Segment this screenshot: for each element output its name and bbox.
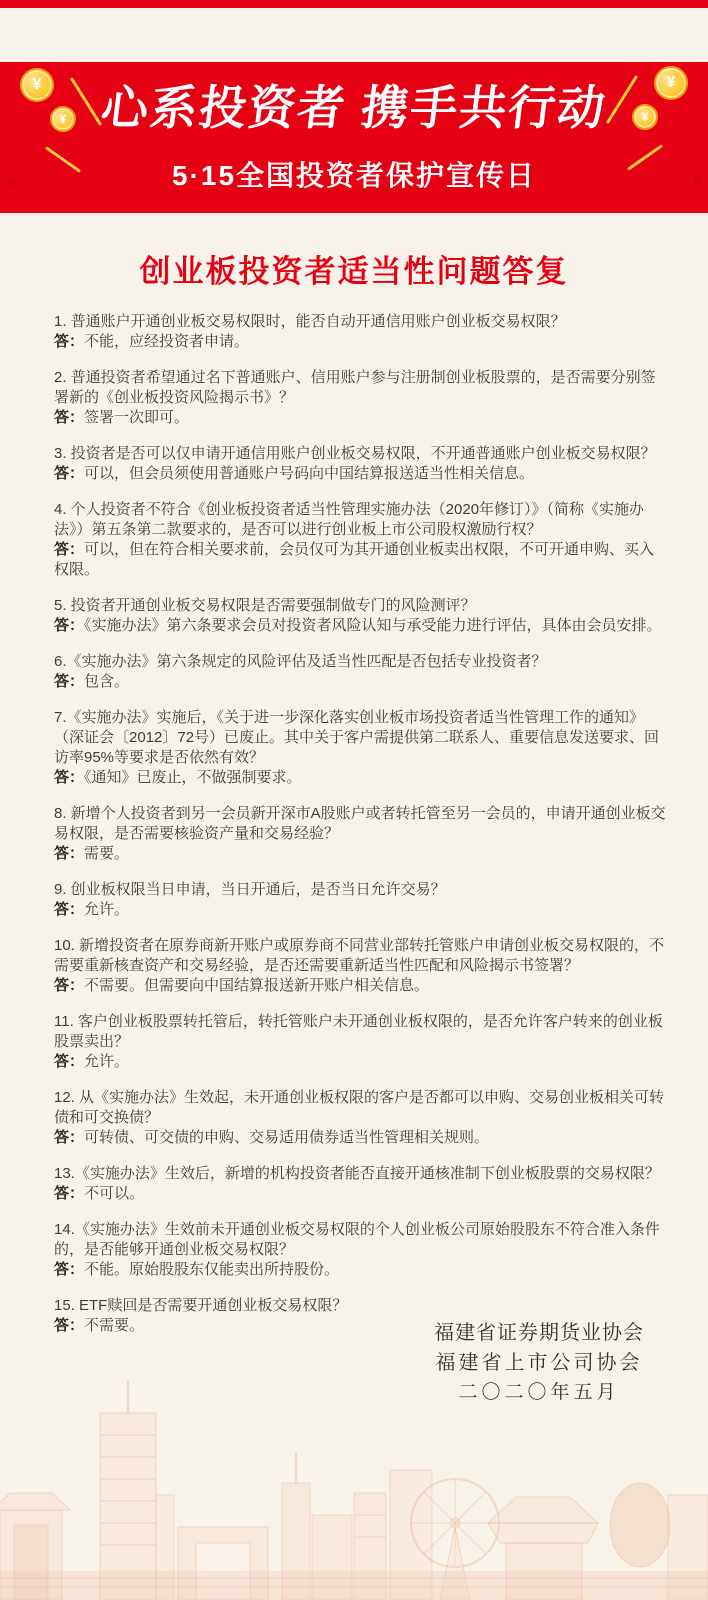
- qa-item: [54, 444, 666, 484]
- banner-subtitle: 5·15全国投资者保护宣传日: [171, 160, 537, 191]
- answer-label: 答：: [54, 769, 85, 786]
- answer-label: 答：: [54, 617, 85, 634]
- qa-item: [54, 652, 666, 692]
- question-text: 8. 新增个人投资者到另一会员新开深市A股账户或者转托管至另一会员的，申请开通创业板交易权限，是否需要核验资产量和交易经验？: [54, 805, 666, 842]
- qa-item: [54, 1164, 666, 1204]
- question-text: 14.《实施办法》生效前未开通创业板交易权限的个人创业板公司原始股股东不符合准入条件的，是否能够开通创业板交易权限？: [54, 1221, 660, 1258]
- answer-text: 不能，应经投资者申请。: [84, 333, 250, 350]
- question-text: 1. 普通账户开通创业板交易权限时，能否自动开通信用账户创业板交易权限？: [54, 313, 566, 330]
- question-text: 13.《实施办法》生效后，新增的机构投资者能否直接开通核准制下创业板股票的交易权限？: [54, 1165, 660, 1182]
- answer-text: 不需要。: [84, 1317, 145, 1334]
- question-text: 12. 从《实施办法》生效起，未开通创业板权限的客户是否都可以申购、交易创业板相关可转债和可交换债？: [54, 1089, 665, 1126]
- banner-title: 心系投资者 携手共行动: [98, 81, 610, 134]
- page-title: 创业板投资者适当性问题答复: [139, 254, 569, 289]
- answer-text: 不需要。但需要向中国结算报送新开账户相关信息。: [84, 977, 430, 994]
- footer-signature: [414, 1318, 664, 1408]
- question-text: 10. 新增投资者在原券商新开账户或原券商不同营业部转托管账户申请创业板交易权限的，不需要重新核查资产和交易经验，是否还需要重新适当性匹配和风险揭示书签署？: [54, 937, 665, 974]
- answer-label: 答：: [54, 977, 85, 994]
- answer-text: 不可以。: [84, 1185, 145, 1202]
- answer-label: 答：: [54, 465, 85, 482]
- qa-item: [54, 1012, 666, 1072]
- city-skyline-illustration: [0, 1375, 708, 1600]
- question-text: 5. 投资者开通创业板交易权限是否需要强制做专门的风险测评？: [54, 597, 476, 614]
- qa-item: [54, 708, 666, 788]
- answer-text: 不能。原始股股东仅能卖出所持股份。: [84, 1261, 340, 1278]
- question-text: 4. 个人投资者不符合《创业板投资者适当性管理实施办法（2020年修订）》（简称《实施办法》）第五条第二款要求的，是否可以进行创业板上市公司股权激励行权？: [54, 501, 645, 538]
- answer-text: 可以，但会员须使用普通账户号码向中国结算报送适当性相关信息。: [84, 465, 535, 482]
- answer-label: 答：: [54, 1317, 85, 1334]
- answer-text: 《通知》已废止，不做强制要求。: [84, 769, 302, 786]
- answer-label: 答：: [54, 333, 85, 350]
- answer-text: 可以，但在符合相关要求前，会员仅可为其开通创业板卖出权限，不可开通申购、买入权限。: [54, 541, 655, 578]
- question-text: 15. ETF赎回是否需要开通创业板交易权限？: [54, 1297, 348, 1314]
- answer-label: 答：: [54, 1053, 85, 1070]
- question-text: 11. 客户创业板股票转托管后，转托管账户未开通创业板权限的，是否允许客户转来的创业板股票卖出？: [54, 1013, 663, 1050]
- coin-icon: ¥: [654, 66, 688, 100]
- coin-icon: ¥: [50, 106, 76, 132]
- banner: [0, 62, 708, 213]
- question-text: 7.《实施办法》实施后，《关于进一步深化落实创业板市场投资者适当性管理工作的通知》（深证会〔2012〕72号）已废止。其中关于客户需提供第二联系人、重要信息发送要求、回访率95%等要求是否依然有效？: [54, 709, 660, 766]
- qa-item: [54, 500, 666, 580]
- qa-item: [54, 1088, 666, 1148]
- answer-text: 允许。: [84, 1053, 130, 1070]
- top-red-strip: [0, 0, 708, 8]
- answer-label: 答：: [54, 1261, 85, 1278]
- answer-text: 签署一次即可。: [84, 409, 190, 426]
- question-text: 3. 投资者是否可以仅申请开通信用账户创业板交易权限，不开通普通账户创业板交易权限？: [54, 445, 656, 462]
- qa-item: [54, 1220, 666, 1280]
- question-text: 6.《实施办法》第六条规定的风险评估及适当性匹配是否包括专业投资者？: [54, 653, 547, 670]
- answer-label: 答：: [54, 1129, 85, 1146]
- answer-text: 包含。: [84, 673, 130, 690]
- question-text: 9. 创业板权限当日申请，当日开通后，是否当日允许交易？: [54, 881, 446, 898]
- coin-icon: ¥: [20, 68, 54, 102]
- qa-item: [54, 936, 666, 996]
- qa-item: [54, 880, 666, 920]
- answer-text: 可转债、可交债的申购、交易适用债券适当性管理相关规则。: [84, 1129, 490, 1146]
- answer-text: 《实施办法》第六条要求会员对投资者风险认知与承受能力进行评估，具体由会员安排。: [84, 617, 662, 634]
- footer-org-2: 福建省上市公司协会: [435, 1352, 643, 1374]
- qa-item: [54, 596, 666, 636]
- answer-text: 需要。: [84, 845, 130, 862]
- answer-label: 答：: [54, 541, 85, 558]
- coin-icon: ¥: [632, 104, 658, 130]
- answer-label: 答：: [54, 673, 85, 690]
- footer-date: 二〇二〇年五月: [458, 1382, 620, 1403]
- answer-text: 允许。: [84, 901, 130, 918]
- qa-item: [54, 368, 666, 428]
- answer-label: 答：: [54, 1185, 85, 1202]
- qa-item: [54, 804, 666, 864]
- answer-label: 答：: [54, 901, 85, 918]
- answer-label: 答：: [54, 845, 85, 862]
- qa-list: [54, 312, 666, 1352]
- answer-label: 答：: [54, 409, 85, 426]
- footer-org-1: 福建省证券期货业协会: [434, 1322, 644, 1344]
- qa-item: [54, 312, 666, 352]
- question-text: 2. 普通投资者希望通过名下普通账户、信用账户参与注册制创业板股票的，是否需要分别签署新的《创业板投资风险揭示书》？: [54, 369, 656, 406]
